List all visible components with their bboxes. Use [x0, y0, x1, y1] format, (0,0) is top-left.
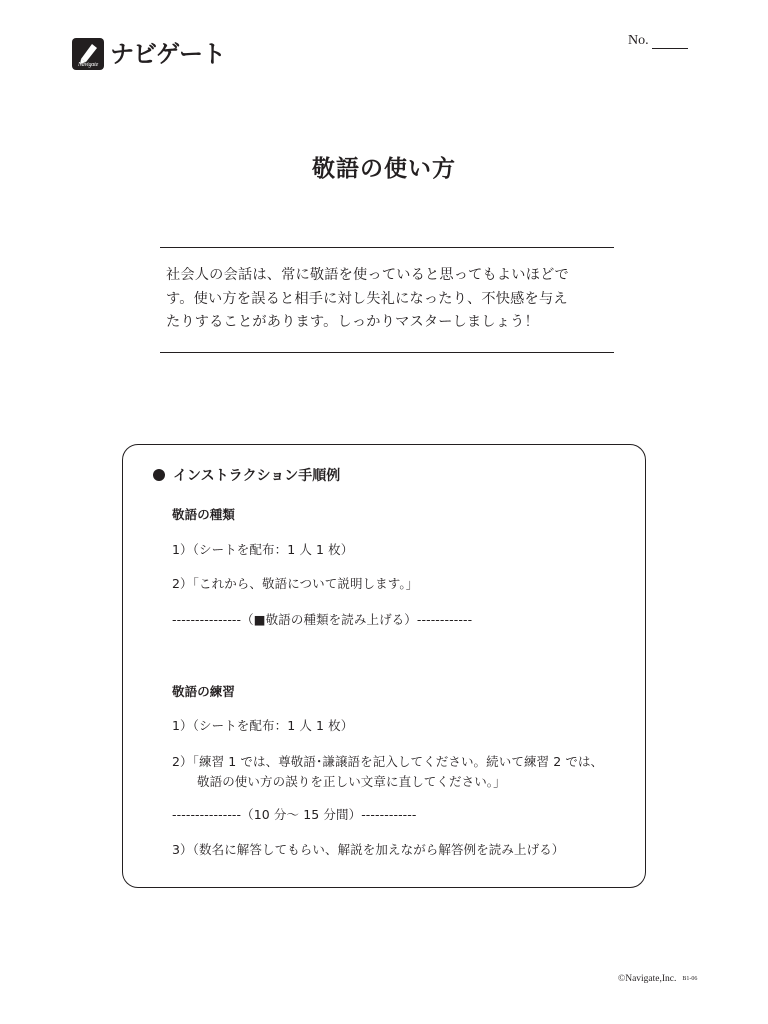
- step-explain-keigo: 2）「これから、敬語について説明します。」: [172, 576, 419, 591]
- document-number-blank: [652, 34, 688, 49]
- step-distribute-sheet: 1）（シートを配布：1 人 1 枚）: [172, 542, 354, 557]
- intro-line: す。使い方を誤ると相手に対し失礼になったり、不快感を与え: [166, 290, 568, 307]
- logo-mark-text: Navigate: [77, 62, 99, 68]
- intro-text: [166, 264, 614, 335]
- instruction-heading-text: インストラクション手順例: [173, 468, 341, 484]
- intro-bottom-rule: [160, 352, 614, 353]
- footer-copyright: [618, 974, 697, 984]
- intro-line: 社会人の会話は、常に敬語を使っていると思ってもよいほどで: [166, 267, 569, 283]
- document-number-label: No.: [628, 33, 649, 48]
- note-read-types: ---------------（■敬語の種類を読み上げる）------------: [172, 612, 473, 627]
- instruction-box: [122, 444, 646, 888]
- page-title: 敬語の使い方: [312, 156, 456, 182]
- intro-line: たりすることがあります。しっかりマスターしましょう！: [166, 314, 539, 330]
- step-practice-instructions: 2）「練習 1 では、尊敬語･謙譲語を記入してください。続いて練習 2 では、: [172, 754, 604, 769]
- section-title-practice: 敬語の練習: [172, 684, 236, 699]
- intro-top-rule: [160, 247, 614, 248]
- copyright-text: ©Navigate,Inc.: [618, 974, 677, 984]
- bullet-icon: [153, 469, 165, 481]
- instruction-heading: [153, 465, 340, 485]
- step-review-answers: 3）（数名に解答してもらい、解説を加えながら解答例を読み上げる）: [172, 842, 565, 857]
- step-practice-instructions-cont: 敬語の使い方の誤りを正しい文章に直してください。」: [197, 774, 506, 789]
- document-number: [628, 33, 688, 49]
- pen-logo-icon: [72, 38, 104, 70]
- logo-wordmark: ナビゲート: [110, 40, 225, 68]
- navigate-logo: [72, 38, 225, 70]
- note-duration: ---------------（10 分～ 15 分間）------------: [172, 807, 417, 822]
- step-distribute-sheet-2: 1）（シートを配布：1 人 1 枚）: [172, 718, 354, 733]
- section-title-types: 敬語の種類: [172, 507, 236, 522]
- page-code: B1-06: [682, 976, 698, 982]
